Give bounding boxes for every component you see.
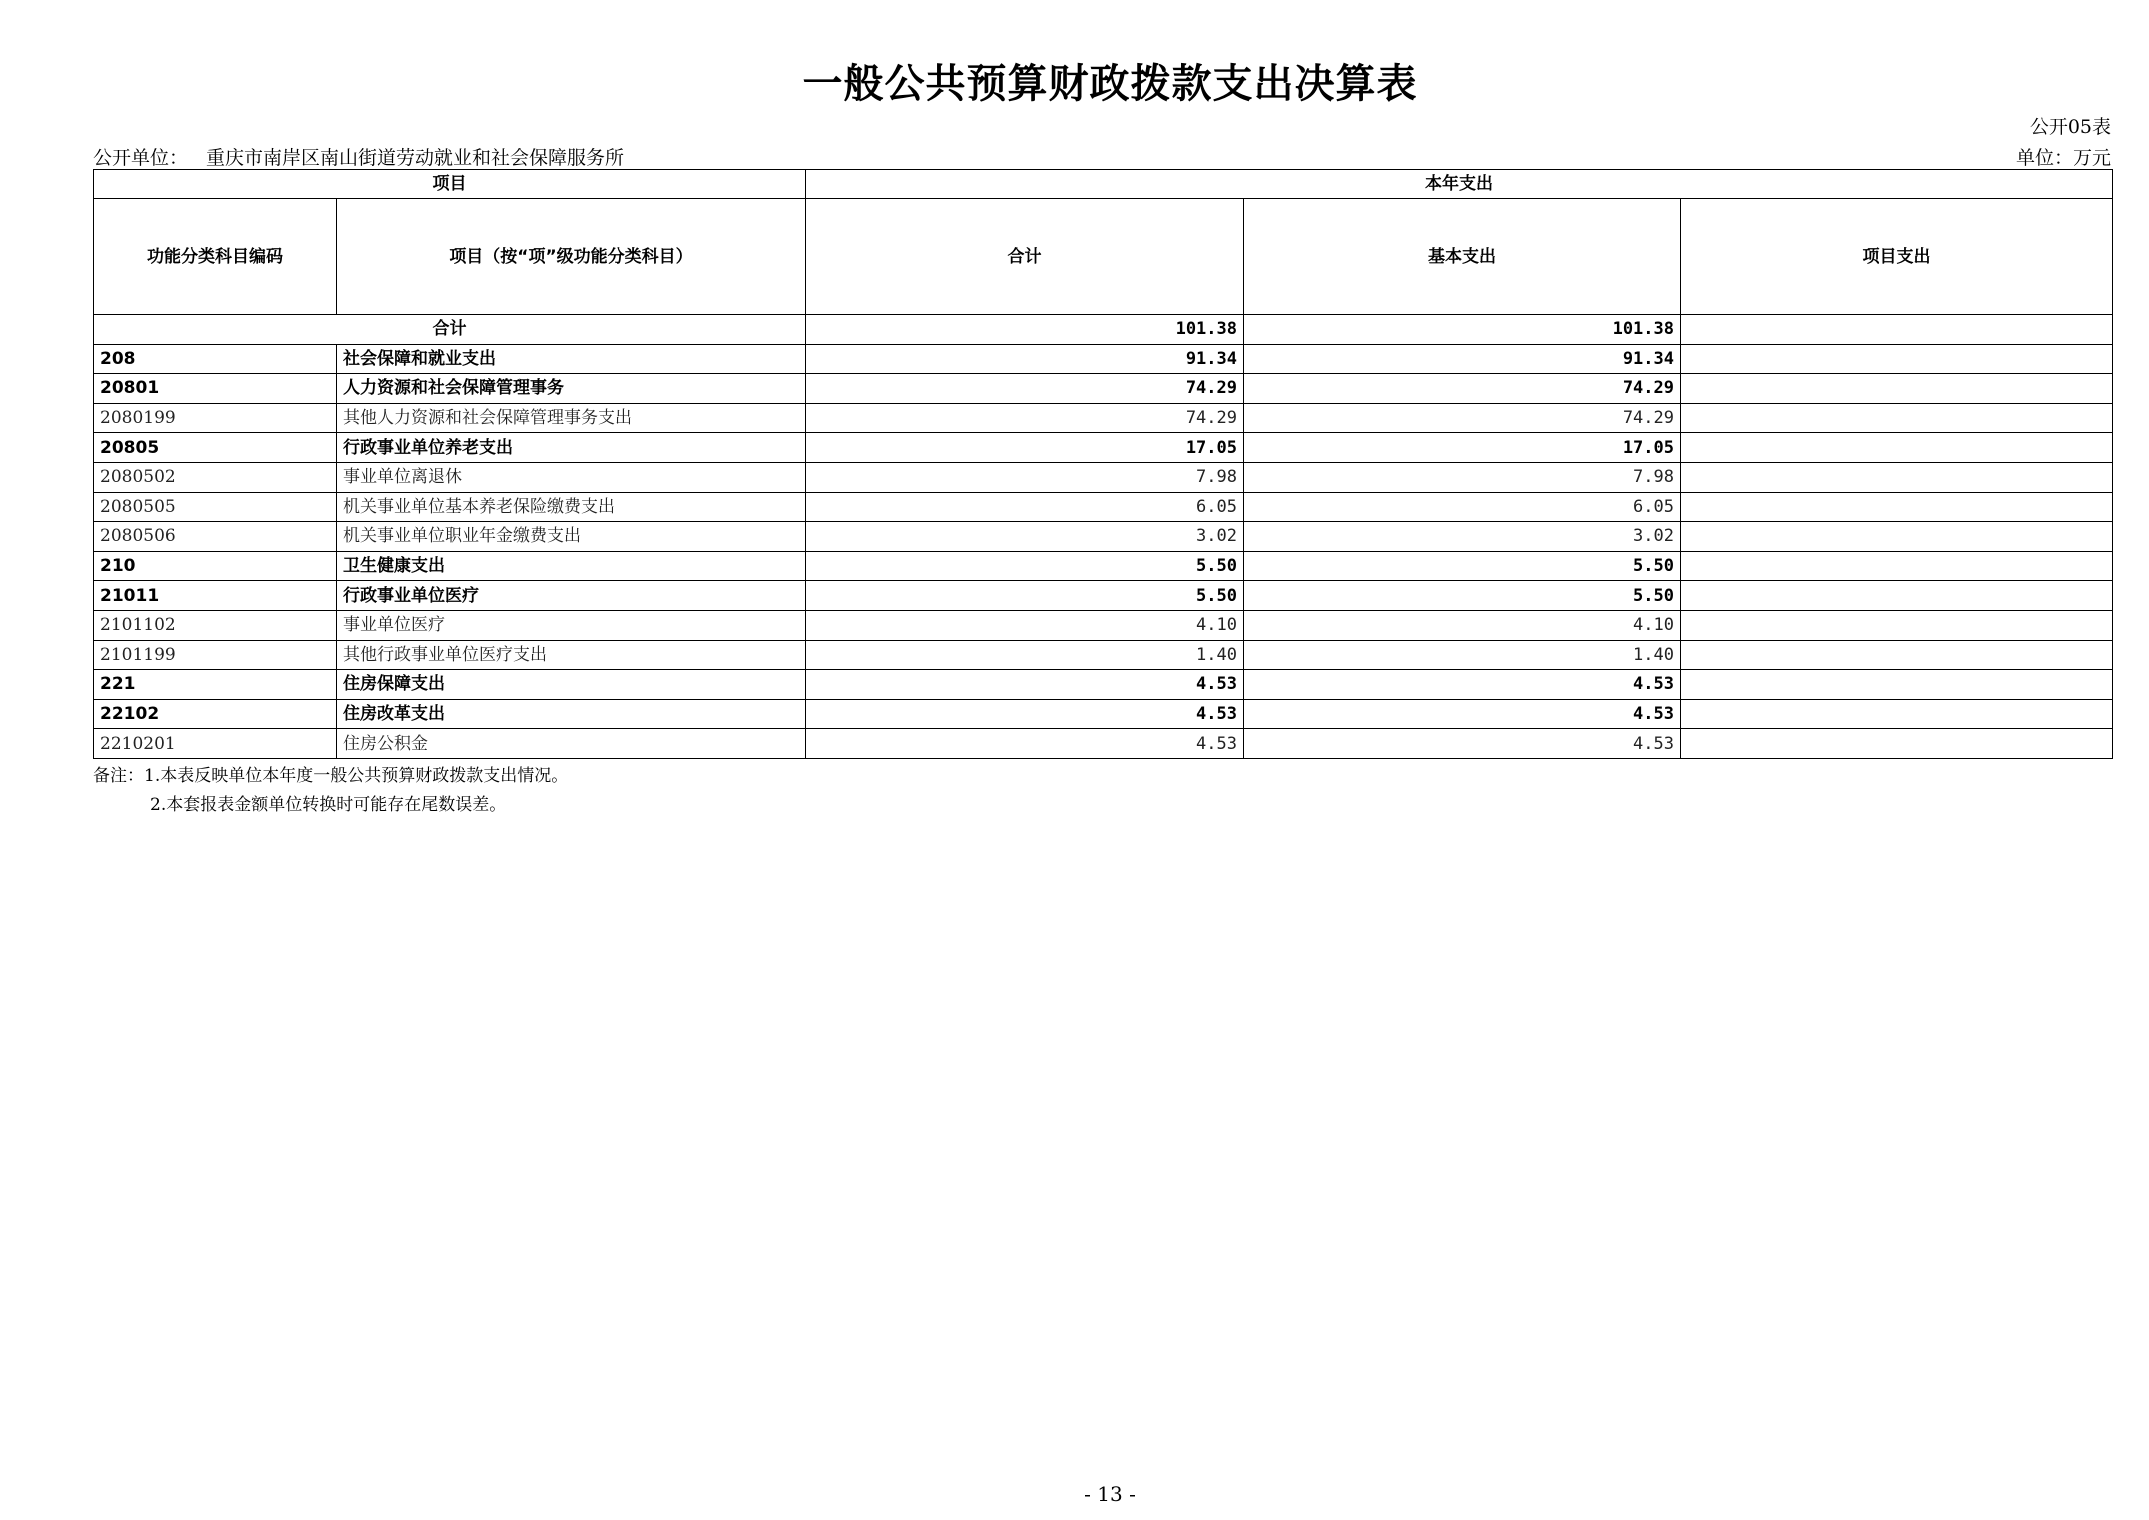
total-label: 合计 — [94, 315, 806, 345]
row-total: 4.53 — [806, 670, 1244, 700]
row-total: 6.05 — [806, 492, 1244, 522]
row-basic: 3.02 — [1244, 522, 1681, 552]
total-basic: 101.38 — [1244, 315, 1681, 345]
table-row — [94, 374, 2113, 404]
row-total: 7.98 — [806, 462, 1244, 492]
row-name: 机关事业单位职业年金缴费支出 — [337, 522, 806, 552]
row-total: 91.34 — [806, 344, 1244, 374]
table-row — [94, 729, 2113, 759]
note-1: 备注：1.本表反映单位本年度一般公共预算财政拨款支出情况。 — [93, 766, 569, 786]
table-row — [94, 551, 2113, 581]
row-code: 20801 — [94, 374, 337, 404]
row-name: 机关事业单位基本养老保险缴费支出 — [337, 492, 806, 522]
row-project — [1681, 610, 2113, 640]
table-row — [94, 640, 2113, 670]
row-project — [1681, 699, 2113, 729]
table-row — [94, 344, 2113, 374]
row-project — [1681, 640, 2113, 670]
table-number: 公开05表 — [2029, 116, 2111, 138]
notes — [93, 762, 568, 820]
row-basic: 4.53 — [1244, 699, 1681, 729]
total-amount: 101.38 — [806, 315, 1244, 345]
row-name: 住房改革支出 — [337, 699, 806, 729]
row-code: 2080502 — [94, 462, 337, 492]
header-row-1 — [94, 170, 2113, 199]
row-project — [1681, 581, 2113, 611]
row-project — [1681, 403, 2113, 433]
row-code: 221 — [94, 670, 337, 700]
row-project — [1681, 729, 2113, 759]
row-code: 208 — [94, 344, 337, 374]
row-basic: 5.50 — [1244, 581, 1681, 611]
header-current-year: 本年支出 — [806, 170, 2113, 199]
row-total: 4.53 — [806, 699, 1244, 729]
row-total: 17.05 — [806, 433, 1244, 463]
row-code: 2080506 — [94, 522, 337, 552]
budget-table — [93, 169, 2113, 759]
row-name: 事业单位医疗 — [337, 610, 806, 640]
table-row — [94, 610, 2113, 640]
row-basic: 74.29 — [1244, 403, 1681, 433]
row-code: 22102 — [94, 699, 337, 729]
row-total: 5.50 — [806, 581, 1244, 611]
row-name: 其他行政事业单位医疗支出 — [337, 640, 806, 670]
note-2: 2.本套报表金额单位转换时可能存在尾数误差。 — [150, 795, 507, 815]
row-basic: 6.05 — [1244, 492, 1681, 522]
row-basic: 74.29 — [1244, 374, 1681, 404]
row-code: 2080505 — [94, 492, 337, 522]
row-basic: 4.53 — [1244, 670, 1681, 700]
row-total: 3.02 — [806, 522, 1244, 552]
row-project — [1681, 492, 2113, 522]
header-project: 项目 — [94, 170, 806, 199]
row-name: 行政事业单位医疗 — [337, 581, 806, 611]
header-basic: 基本支出 — [1244, 199, 1681, 315]
row-project — [1681, 462, 2113, 492]
row-code: 2101199 — [94, 640, 337, 670]
table-row — [94, 462, 2113, 492]
header-code: 功能分类科目编码 — [94, 199, 337, 315]
row-total: 74.29 — [806, 403, 1244, 433]
header-total: 合计 — [806, 199, 1244, 315]
page-number: - 13 - — [1084, 1482, 1136, 1506]
reporting-unit-label: 公开单位： — [93, 147, 189, 169]
row-basic: 4.53 — [1244, 729, 1681, 759]
row-basic: 5.50 — [1244, 551, 1681, 581]
total-row — [94, 315, 2113, 345]
header-project-expense: 项目支出 — [1681, 199, 2113, 315]
row-name: 事业单位离退休 — [337, 462, 806, 492]
header-row-2 — [94, 199, 2113, 315]
total-project — [1681, 315, 2113, 345]
row-project — [1681, 670, 2113, 700]
row-project — [1681, 522, 2113, 552]
org-name: 重庆市南岸区南山街道劳动就业和社会保障服务所 — [206, 147, 625, 169]
row-code: 21011 — [94, 581, 337, 611]
row-name: 人力资源和社会保障管理事务 — [337, 374, 806, 404]
row-name: 社会保障和就业支出 — [337, 344, 806, 374]
row-name: 行政事业单位养老支出 — [337, 433, 806, 463]
row-name: 住房保障支出 — [337, 670, 806, 700]
row-project — [1681, 374, 2113, 404]
row-total: 4.53 — [806, 729, 1244, 759]
row-code: 20805 — [94, 433, 337, 463]
row-name: 其他人力资源和社会保障管理事务支出 — [337, 403, 806, 433]
row-basic: 1.40 — [1244, 640, 1681, 670]
row-name: 卫生健康支出 — [337, 551, 806, 581]
row-name: 住房公积金 — [337, 729, 806, 759]
row-total: 1.40 — [806, 640, 1244, 670]
row-basic: 7.98 — [1244, 462, 1681, 492]
page-title: 一般公共预算财政拨款支出决算表 — [802, 61, 1418, 107]
row-project — [1681, 551, 2113, 581]
row-basic: 4.10 — [1244, 610, 1681, 640]
row-basic: 17.05 — [1244, 433, 1681, 463]
money-unit: 单位：万元 — [2015, 147, 2111, 169]
table-row — [94, 492, 2113, 522]
table-row — [94, 581, 2113, 611]
row-basic: 91.34 — [1244, 344, 1681, 374]
row-code: 2101102 — [94, 610, 337, 640]
table-row — [94, 670, 2113, 700]
header-item: 项目（按“项”级功能分类科目） — [337, 199, 806, 315]
row-code: 2210201 — [94, 729, 337, 759]
row-total: 4.10 — [806, 610, 1244, 640]
row-project — [1681, 344, 2113, 374]
row-project — [1681, 433, 2113, 463]
row-code: 2080199 — [94, 403, 337, 433]
table-row — [94, 522, 2113, 552]
table-row — [94, 433, 2113, 463]
table-row — [94, 699, 2113, 729]
row-total: 74.29 — [806, 374, 1244, 404]
row-total: 5.50 — [806, 551, 1244, 581]
reporting-unit — [93, 143, 624, 170]
table-row — [94, 403, 2113, 433]
row-code: 210 — [94, 551, 337, 581]
